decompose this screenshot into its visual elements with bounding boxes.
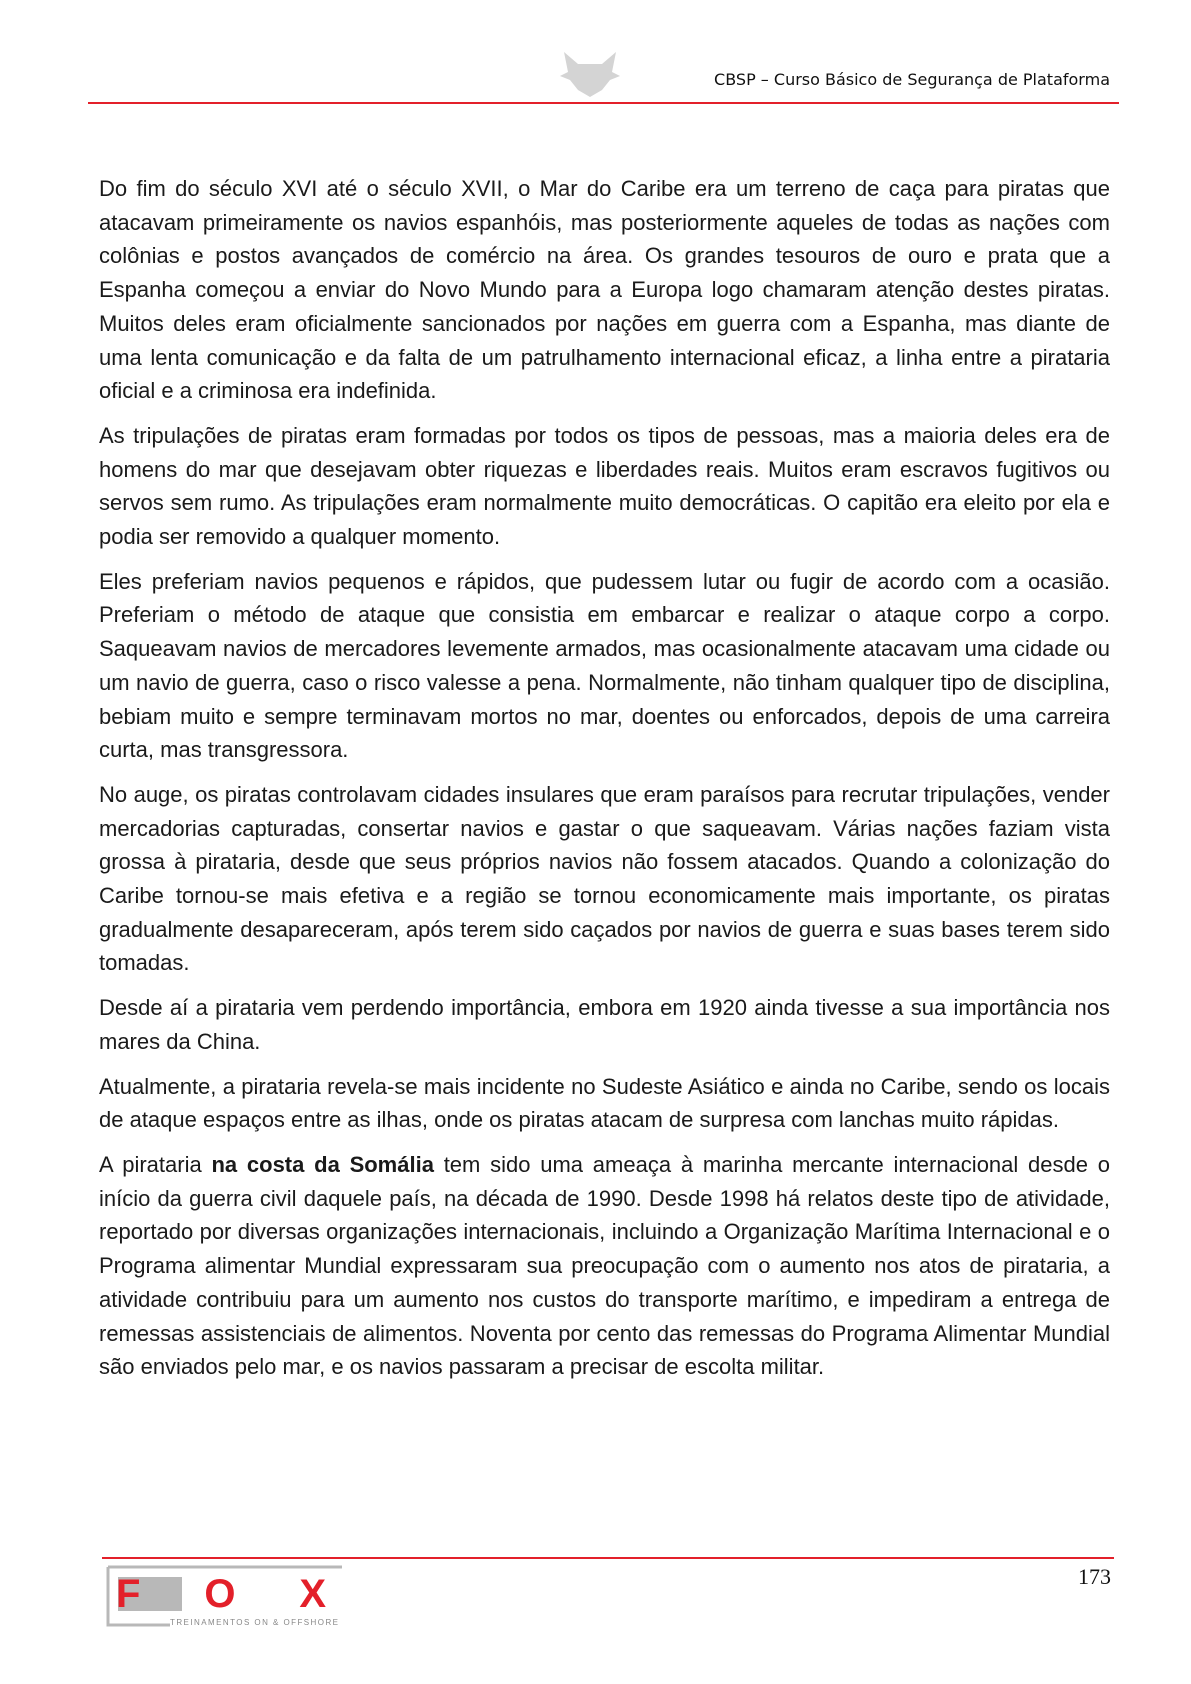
paragraph: As tripulações de piratas eram formadas por todos os tipos de pessoas, mas a maioria deles era de homens do mar que desejavam obter riquezas e liberdades reais. Muitos eram escravos fugitivos ou servos sem rumo. As tripulações eram normalmente muito democráticas. O capitão era eleito por ela e podia ser removido a qualquer momento. <box>99 422 1110 550</box>
fox-logo <box>106 1563 342 1629</box>
paragraph: Eles preferiam navios pequenos e rápidos, que pudessem lutar ou fugir de acordo com a ocasião. Preferiam o método de ataque que consistia em embarcar e realizar o ataque corpo a corpo. Saqueavam navios de mercadores levemente armados, mas ocasionalmente atacavam uma cidade ou um navio de guerra, caso o risco valesse a pena. Normalmente, não tinham qualquer tipo de disciplina, bebiam muito e sempre terminavam mortos no mar, doentes ou enforcados, depois de uma carreira curta, mas transgressora. <box>99 568 1110 763</box>
logo-tagline: TREINAMENTOS ON & OFFSHORE <box>170 1618 338 1627</box>
logo-text: FOX <box>116 1572 326 1616</box>
paragraph-lead: A pirataria <box>99 1151 212 1177</box>
paragraph: Do fim do século XVI até o século XVII, o Mar do Caribe era um terreno de caça para piratas que atacavam primeiramente os navios espanhóis, mas posteriormente aqueles de todas as nações com colônias e postos avançados de comércio na área. Os grandes tesouros de ouro e prata que a Espanha começou a enviar do Novo Mundo para a Europa logo chamaram atenção destes piratas. Muitos deles eram oficialmente sancionados por nações em guerra com a Espanha, mas diante de uma lenta comunicação e da falta de um patrulhamento internacional eficaz, a linha entre a pirataria oficial e a criminosa era indefinida. <box>99 176 1110 404</box>
paragraph: No auge, os piratas controlavam cidades insulares que eram paraísos para recrutar tripulações, vender mercadorias capturadas, consertar navios e gastar o que saqueavam. Várias nações faziam vista grossa à pirataria, desde que seus próprios navios não fossem atacados. Quando a colonização do Caribe tornou-se mais efetiva e a região se tornou economicamente mais importante, os piratas gradualmente desapareceram, após terem sido caçados por navios de guerra e suas bases terem sido tomadas. <box>99 781 1110 976</box>
header-divider <box>88 102 1119 104</box>
paragraph-somalia <box>99 1148 1110 1384</box>
footer-divider <box>102 1557 1114 1559</box>
paragraph: Atualmente, a pirataria revela-se mais incidente no Sudeste Asiático e ainda no Caribe, sendo os locais de ataque espaços entre as ilhas, onde os piratas atacam de surpresa com lanchas muito rápidas. <box>99 1073 1110 1133</box>
paragraph-rest: tem sido uma ameaça à marinha mercante internacional desde o início da guerra civil daquele país, na década de 1990. Desde 1998 há relatos deste tipo de atividade, reportado por diversas organizações internacionais, incluindo a Organização Marítima Internacional e o Programa alimentar Mundial expressaram sua preocupação com o aumento nos atos de pirataria, a atividade contribuiu para um aumento nos custos do transporte marítimo, e impediram a entrega de remessas assistenciais de alimentos. Noventa por cento das remessas do Programa Alimentar Mundial são enviados pelo mar, e os navios passaram a precisar de escolta militar. <box>99 1151 1110 1380</box>
document-body <box>99 172 1110 1395</box>
header-title: CBSP – Curso Básico de Segurança de Plataforma <box>714 70 1110 89</box>
fox-head-icon <box>560 50 620 98</box>
page-number: 173 <box>1078 1564 1111 1589</box>
paragraph-bold: na costa da Somália <box>211 1151 434 1177</box>
paragraph: Desde aí a pirataria vem perdendo importância, embora em 1920 ainda tivesse a sua importância nos mares da China. <box>99 995 1110 1054</box>
